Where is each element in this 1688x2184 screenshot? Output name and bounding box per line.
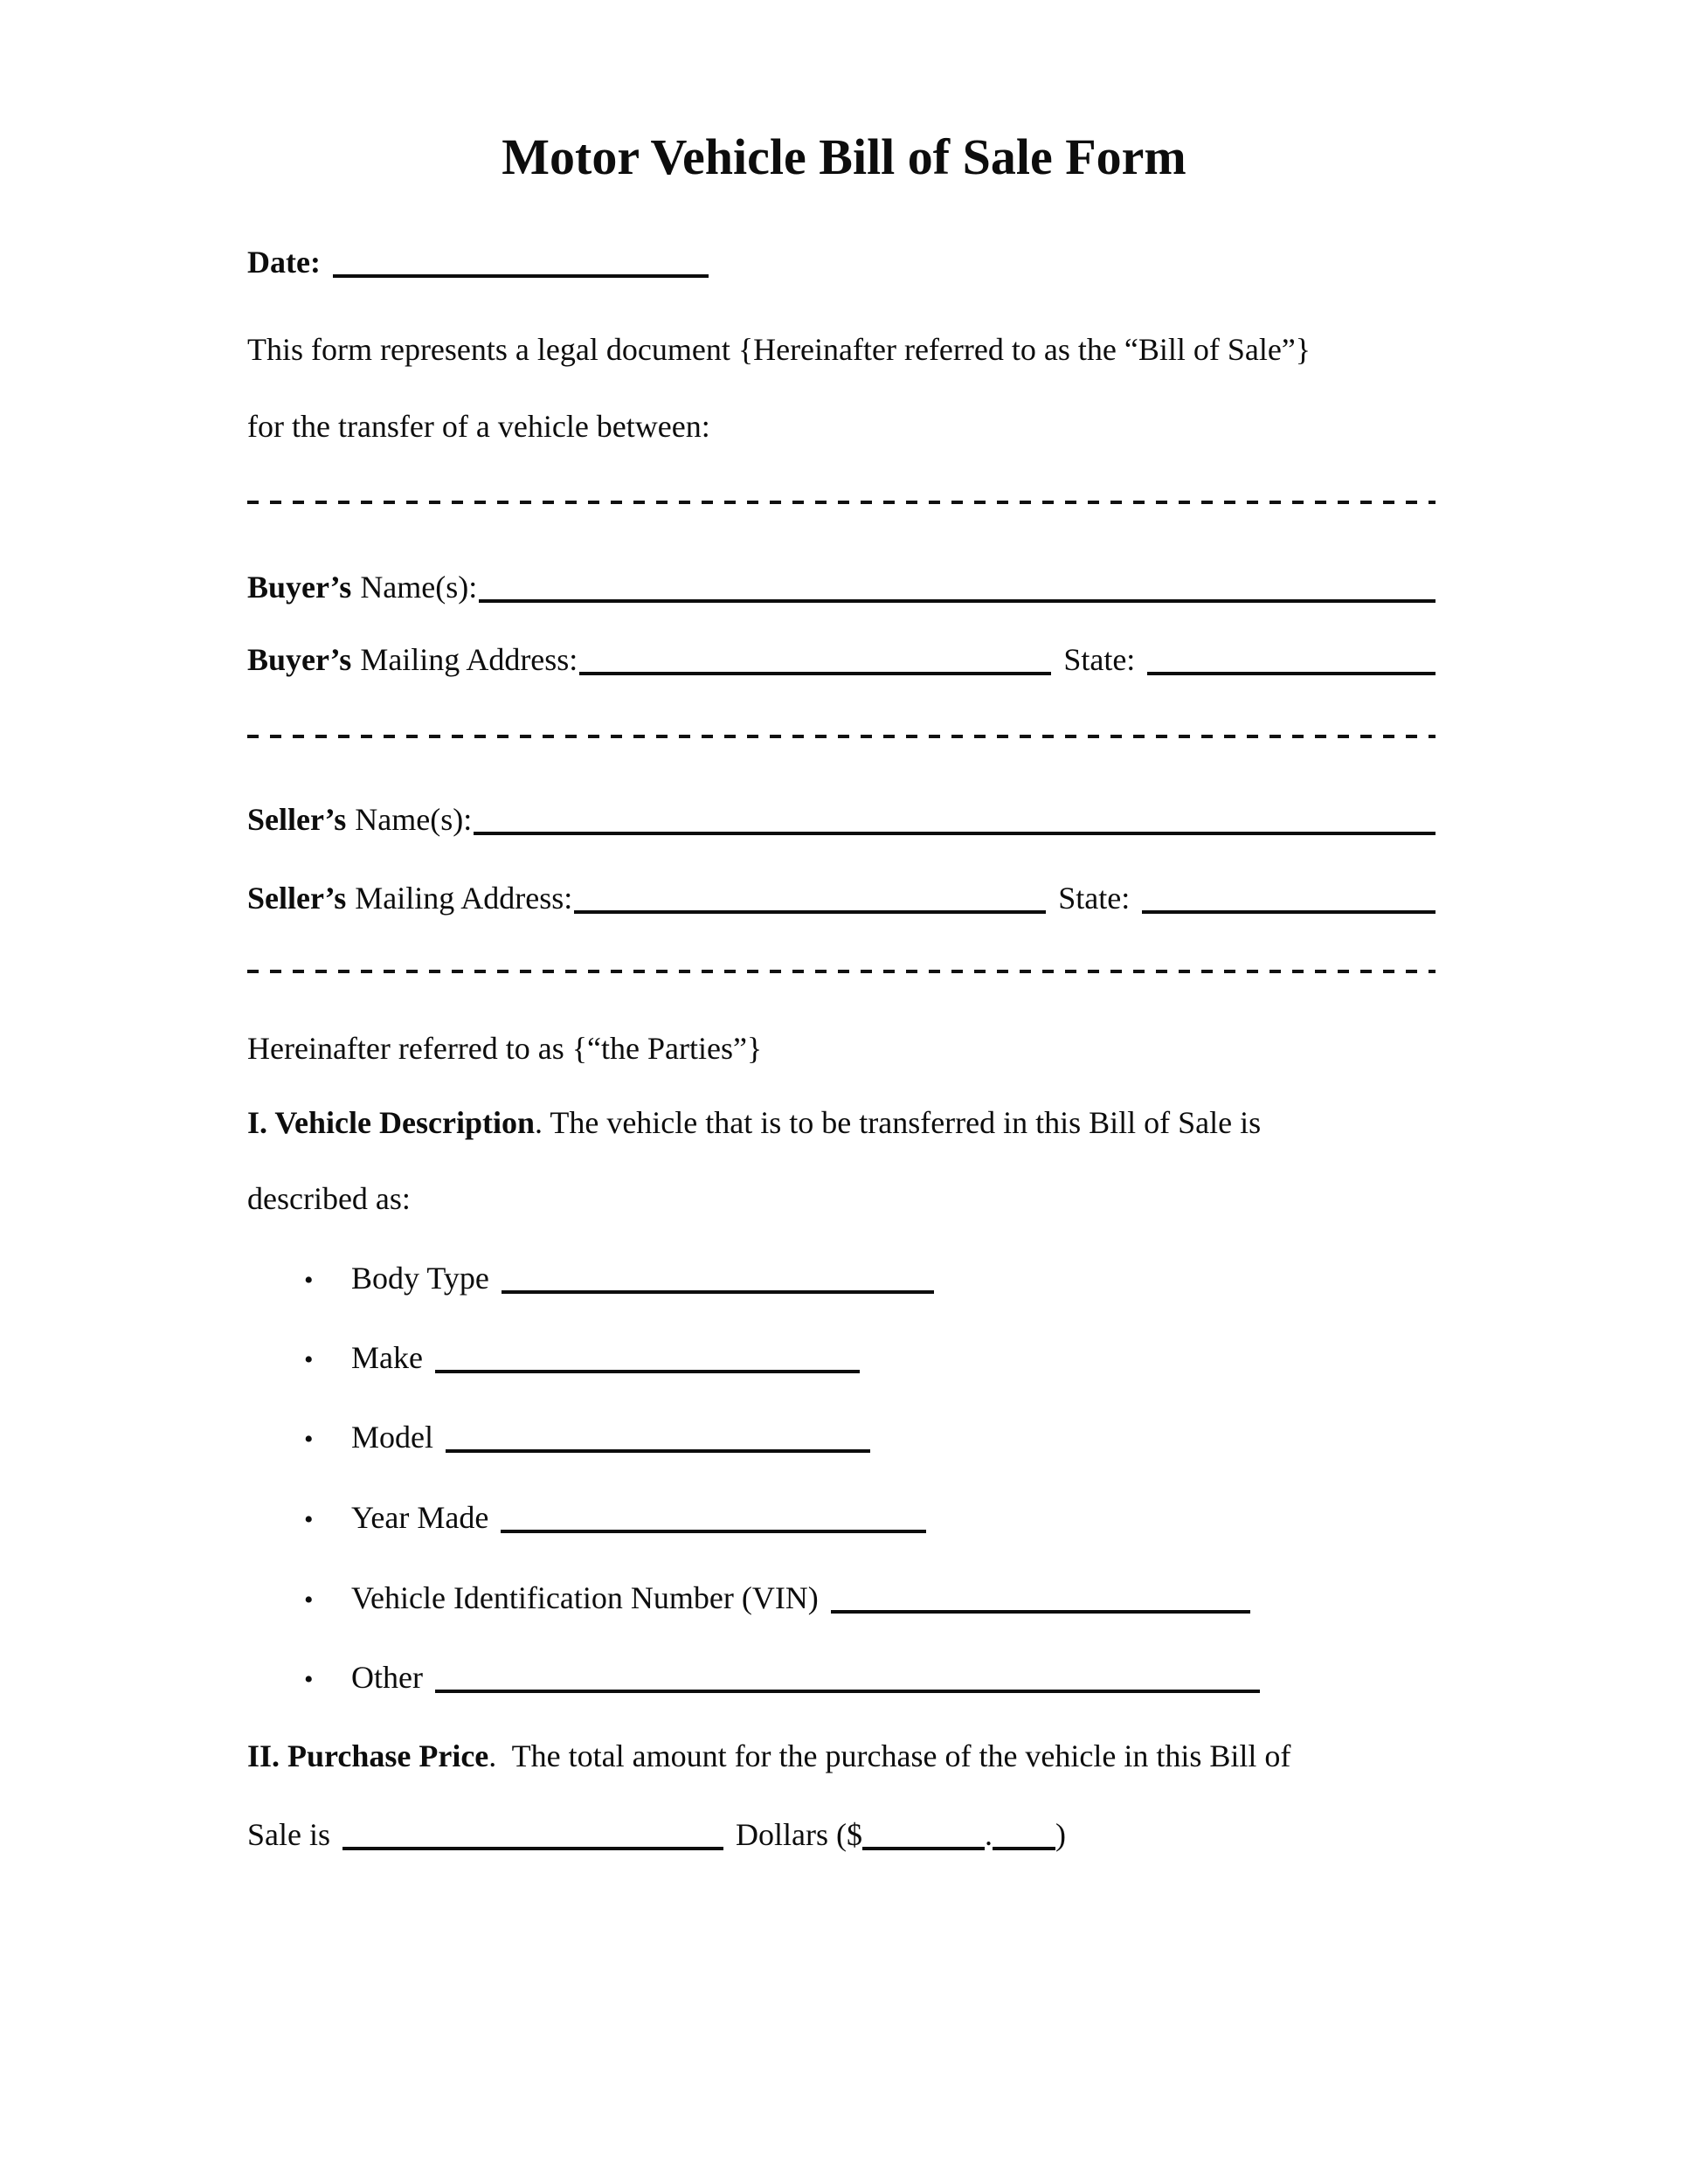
amount-dollars-input-line[interactable] [862,1846,985,1850]
bullet-label: Other [351,1660,423,1695]
date-label: Date: [247,245,321,280]
intro-paragraph-line1: This form represents a legal document {Hereinafter referred to as the “Bill of Sale”} [247,332,1311,367]
seller-address-label: Mailing Address: [355,881,573,916]
buyer-address-line [247,635,1435,684]
dollars-label: Dollars ($ [736,1817,862,1852]
section1-text: . The vehicle that is to be transferred in this Bill of Sale is [535,1105,1262,1140]
intro-paragraph-line2: for the transfer of a vehicle between: [247,409,710,444]
bullet-icon: • [304,1266,314,1295]
bullet-icon: • [304,1345,314,1374]
sale-prefix: Sale is [247,1817,330,1852]
year-made-input-line[interactable] [501,1529,926,1533]
bullet-item-year-made [247,1493,1435,1545]
other-input-line[interactable] [435,1689,1260,1693]
amount-cents-input-line[interactable] [993,1846,1055,1850]
amount-words-input-line[interactable] [342,1846,723,1850]
parties-line: Hereinafter referred to as {“the Parties”} [247,1031,763,1066]
bullet-label: Make [351,1340,423,1375]
buyer-name-label: Name(s): [360,570,478,605]
bullet-item-other [247,1653,1435,1704]
body-type-input-line[interactable] [502,1289,934,1294]
bullet-icon: • [304,1425,314,1454]
seller-name-input-line[interactable] [474,831,1435,835]
seller-address-input-line[interactable] [574,909,1046,914]
seller-label: Seller’s [247,881,347,916]
seller-state-label: State: [1058,881,1131,916]
section2-text: . The total amount for the purchase of the vehicle in this Bill of [488,1738,1291,1773]
seller-name-label: Name(s): [355,802,473,837]
section2-heading: II. Purchase Price [247,1738,489,1773]
section2-heading-line [247,1731,1435,1780]
bullet-item-body-type [247,1254,1435,1305]
dashed-separator [247,735,1435,738]
vin-input-line[interactable] [831,1609,1250,1614]
buyer-label: Buyer’s [247,642,352,677]
bullet-label: Model [351,1420,433,1455]
bullet-item-model [247,1413,1435,1464]
buyer-address-input-line[interactable] [579,671,1051,675]
buyer-state-label: State: [1063,642,1136,677]
section1-heading-line [247,1098,1435,1147]
date-input-line[interactable] [333,273,709,278]
section1-text-line2: described as: [247,1181,411,1216]
bullet-icon: • [304,1505,314,1534]
sale-amount-line [247,1810,1435,1859]
bullet-item-make [247,1333,1435,1385]
make-input-line[interactable] [435,1369,860,1373]
bullet-label: Body Type [351,1261,489,1296]
bullet-icon: • [304,1586,314,1614]
dashed-separator [247,970,1435,973]
buyer-name-input-line[interactable] [479,598,1435,603]
seller-address-line [247,874,1435,923]
buyer-state-input-line[interactable] [1147,671,1435,675]
buyer-address-label: Mailing Address: [360,642,578,677]
seller-name-line [247,795,1435,844]
dashed-separator [247,501,1435,504]
bullet-label: Vehicle Identification Number (VIN) [351,1580,819,1615]
model-input-line[interactable] [446,1448,870,1453]
bullet-label: Year Made [351,1500,489,1535]
close-paren: ) [1055,1817,1066,1852]
document-title: Motor Vehicle Bill of Sale Form [502,128,1186,185]
bullet-item-vin [247,1573,1435,1625]
decimal-point: . [984,1817,993,1852]
bullet-icon: • [304,1665,314,1694]
seller-state-input-line[interactable] [1142,909,1435,914]
seller-label: Seller’s [247,802,347,837]
date-line [247,238,1435,287]
buyer-label: Buyer’s [247,570,352,605]
buyer-name-line [247,563,1435,612]
section1-heading: I. Vehicle Description [247,1105,535,1140]
